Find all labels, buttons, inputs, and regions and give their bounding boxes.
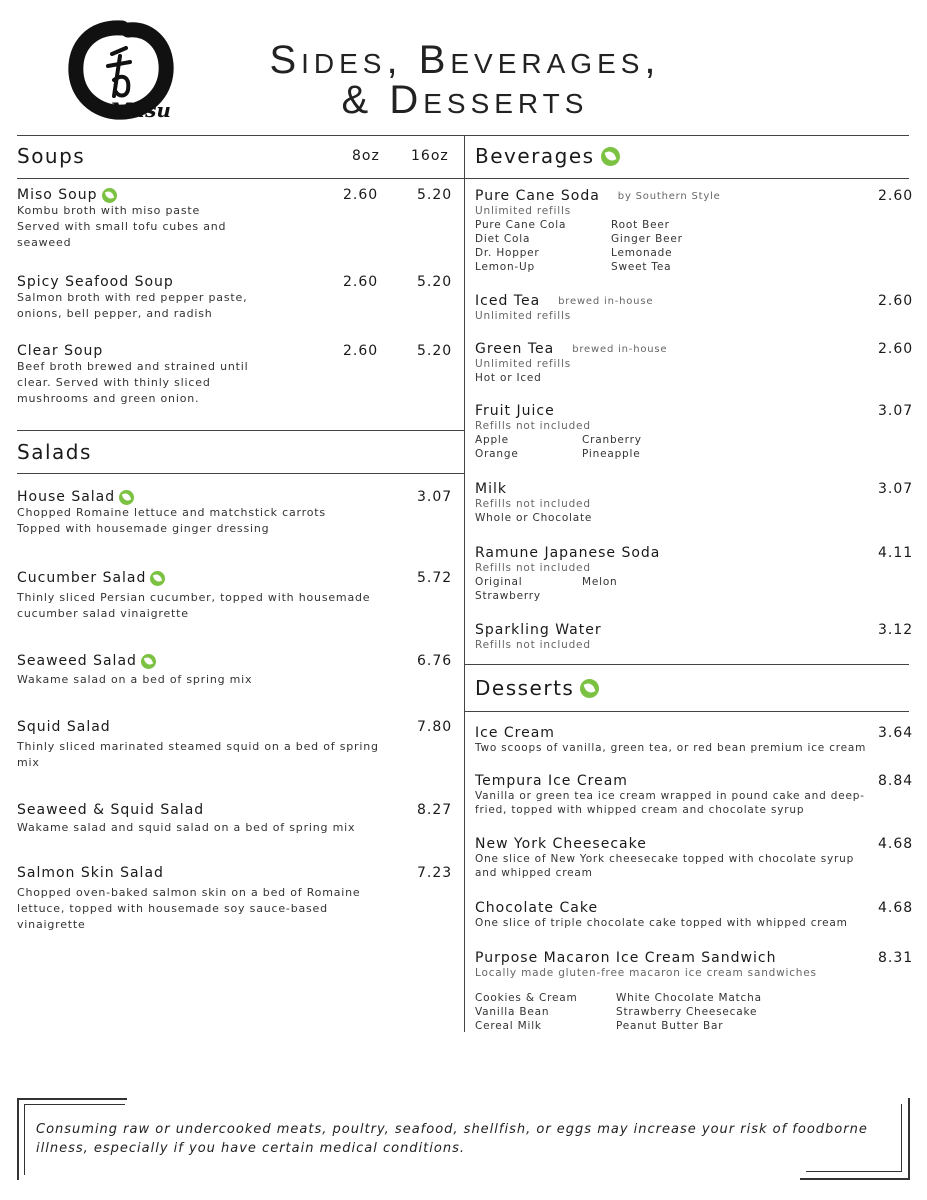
soup-desc-line: Salmon broth with red pepper paste, xyxy=(17,291,248,304)
vegan-leaf-icon xyxy=(141,654,156,669)
bev-note: brewed in-house xyxy=(558,295,654,307)
salad-desc-line: Topped with housemade ginger dressing xyxy=(17,522,270,535)
soup-name-label: Clear Soup xyxy=(17,343,104,359)
soup-desc-line: seaweed xyxy=(17,236,72,249)
dessert-desc-line: fried, topped with whipped cream and chocolate syrup xyxy=(475,804,805,816)
vegan-leaf-icon xyxy=(119,490,134,505)
salad-desc-line: Chopped Romaine lettuce and matchstick carrots xyxy=(17,506,326,519)
soup-name xyxy=(17,343,457,359)
bev-option: Lemonade xyxy=(611,247,673,259)
salad-name xyxy=(17,570,457,586)
vegan-leaf-icon xyxy=(580,679,599,698)
vegan-leaf-icon xyxy=(150,571,165,586)
dessert-name-label: New York Cheesecake xyxy=(475,836,647,852)
bev-option: Melon xyxy=(582,576,618,588)
bev-option: Ginger Beer xyxy=(611,233,683,245)
bev-price: 3.07 xyxy=(878,481,914,497)
salad-item-house xyxy=(17,489,457,537)
dessert-name-label: Purpose Macaron Ice Cream Sandwich xyxy=(475,950,777,966)
salad-name-label: Salmon Skin Salad xyxy=(17,865,164,881)
bev-options-col xyxy=(475,433,582,461)
salad-item-seaweed-squid xyxy=(17,802,457,836)
bev-name xyxy=(475,403,855,419)
salad-name xyxy=(17,865,457,881)
salad-price: 7.23 xyxy=(417,865,453,881)
page-title-line2: & Desserts xyxy=(341,78,589,122)
dessert-price: 3.64 xyxy=(878,725,914,741)
bev-sub: Refills not included xyxy=(475,420,591,432)
dessert-price: 8.84 xyxy=(878,773,914,789)
bev-item-ramune xyxy=(475,545,855,603)
bev-note: by Southern Style xyxy=(617,190,721,202)
bev-options-col xyxy=(582,575,618,603)
soup-name xyxy=(17,274,457,290)
bev-option: Apple xyxy=(475,434,509,446)
salad-desc-line: Wakame salad on a bed of spring mix xyxy=(17,673,253,686)
bev-name xyxy=(475,481,855,497)
bev-note: brewed in-house xyxy=(572,343,668,355)
dessert-desc-line: Vanilla or green tea ice cream wrapped in pound cake and deep- xyxy=(475,790,865,802)
soup-price-8oz: 2.60 xyxy=(343,343,379,359)
salads-top-rule xyxy=(17,430,464,431)
bev-price: 4.11 xyxy=(878,545,914,561)
dessert-item-macaron xyxy=(475,950,870,1033)
soup-price-8oz: 2.60 xyxy=(343,274,379,290)
soup-name-label: Miso Soup xyxy=(17,187,98,203)
soup-desc-line: Kombu broth with miso paste xyxy=(17,204,201,217)
bev-sub: Refills not included xyxy=(475,639,591,651)
bev-option: Dr. Hopper xyxy=(475,247,540,259)
bev-item-green-tea xyxy=(475,341,855,385)
bev-extra: Whole or Chocolate xyxy=(475,512,593,524)
bev-sub: Unlimited refills xyxy=(475,358,571,370)
bev-price: 3.12 xyxy=(878,622,914,638)
bev-name-label: Ramune Japanese Soda xyxy=(475,545,661,561)
dessert-name xyxy=(475,725,870,741)
bev-item-iced-tea xyxy=(475,293,855,323)
desserts-header-rule xyxy=(464,711,909,712)
bev-options-col xyxy=(582,433,642,461)
soup-desc-line: clear. Served with thinly sliced xyxy=(17,376,211,389)
dessert-desc-line: and whipped cream xyxy=(475,867,593,879)
dessert-desc-line: One slice of triple chocolate cake topped with whipped cream xyxy=(475,917,848,929)
bev-options xyxy=(475,575,855,603)
dessert-price: 8.31 xyxy=(878,950,914,966)
bev-price: 2.60 xyxy=(878,293,914,309)
soups-col-8oz: 8oz xyxy=(352,148,380,164)
dessert-item-tempura xyxy=(475,773,870,817)
dessert-option: Strawberry Cheesecake xyxy=(616,1006,758,1018)
salad-desc-line: vinaigrette xyxy=(17,918,86,931)
bev-name-label: Milk xyxy=(475,481,507,497)
bev-name-label: Pure Cane Soda xyxy=(475,188,600,204)
dessert-option: Cookies & Cream xyxy=(475,992,578,1004)
bev-price: 2.60 xyxy=(878,188,914,204)
soup-price-8oz: 2.60 xyxy=(343,187,379,203)
health-disclaimer: Consuming raw or undercooked meats, poultry, seafood, shellfish, or eggs may increase your risk of foodborne illness, especially if you have certain medical conditions. xyxy=(36,1122,868,1156)
bev-price: 2.60 xyxy=(878,341,914,357)
vegan-leaf-icon xyxy=(601,147,620,166)
dessert-item-cheesecake xyxy=(475,836,870,880)
soup-item-clear xyxy=(17,343,457,407)
salad-item-salmon-skin xyxy=(17,865,457,933)
salad-desc-line: Chopped oven-baked salmon skin on a bed of Romaine xyxy=(17,886,361,899)
salad-price: 5.72 xyxy=(417,570,453,586)
dessert-name-label: Tempura Ice Cream xyxy=(475,773,628,789)
dessert-desc-line: One slice of New York cheesecake topped with chocolate syrup xyxy=(475,853,855,865)
bev-option: Sweet Tea xyxy=(611,261,672,273)
bev-option: Original xyxy=(475,576,523,588)
salad-item-cucumber xyxy=(17,570,457,622)
center-divider xyxy=(464,135,465,1032)
bev-options-col xyxy=(611,218,683,274)
bev-option: Diet Cola xyxy=(475,233,531,245)
bev-option: Cranberry xyxy=(582,434,642,446)
bev-name-label: Fruit Juice xyxy=(475,403,555,419)
salad-item-seaweed xyxy=(17,653,457,688)
beverages-heading xyxy=(475,144,620,168)
salad-name xyxy=(17,489,457,505)
salad-price: 6.76 xyxy=(417,653,453,669)
desserts-heading-label: Desserts xyxy=(475,676,575,700)
salad-desc-line: Thinly sliced Persian cucumber, topped with housemade xyxy=(17,591,371,604)
soup-name xyxy=(17,187,457,203)
vegan-leaf-icon xyxy=(102,188,117,203)
soup-price-16oz: 5.20 xyxy=(417,187,453,203)
salad-name xyxy=(17,653,457,669)
logo-text: Masu xyxy=(110,98,171,122)
dessert-name-label: Ice Cream xyxy=(475,725,555,741)
salads-heading xyxy=(17,440,92,464)
bev-name-label: Sparkling Water xyxy=(475,622,602,638)
bev-option: Pure Cane Cola xyxy=(475,219,567,231)
salads-header-rule xyxy=(17,473,464,474)
soup-desc-line: mushrooms and green onion. xyxy=(17,392,200,405)
bev-option: Pineapple xyxy=(582,448,641,460)
dessert-options-col xyxy=(616,991,762,1033)
bev-options-col xyxy=(475,575,582,603)
bev-sub: Refills not included xyxy=(475,562,591,574)
dessert-options xyxy=(475,991,870,1033)
bev-sub: Unlimited refills xyxy=(475,310,571,322)
salad-name xyxy=(17,802,457,818)
bev-item-milk xyxy=(475,481,855,525)
bev-name xyxy=(475,293,855,309)
beverages-header-rule xyxy=(464,178,909,179)
soup-price-16oz: 5.20 xyxy=(417,343,453,359)
bev-options xyxy=(475,218,855,274)
top-divider xyxy=(17,135,909,136)
bev-extra: Hot or Iced xyxy=(475,372,542,384)
salad-name-label: Seaweed & Squid Salad xyxy=(17,802,205,818)
salad-price: 8.27 xyxy=(417,802,453,818)
salad-item-squid xyxy=(17,719,457,771)
dessert-name xyxy=(475,836,870,852)
soups-heading xyxy=(17,144,85,168)
soup-desc-line: Beef broth brewed and strained until xyxy=(17,360,249,373)
salad-desc-line: Thinly sliced marinated steamed squid on a bed of spring xyxy=(17,740,379,753)
bev-options xyxy=(475,433,855,461)
bev-name xyxy=(475,545,855,561)
dessert-option: Peanut Butter Bar xyxy=(616,1020,724,1032)
soups-col-16oz: 16oz xyxy=(411,148,449,164)
salad-name-label: Seaweed Salad xyxy=(17,653,137,669)
bev-price: 3.07 xyxy=(878,403,914,419)
dessert-options-col xyxy=(475,991,616,1033)
soups-header-rule xyxy=(17,178,464,179)
soups-heading-label: Soups xyxy=(17,144,86,168)
bev-option: Lemon-Up xyxy=(475,261,535,273)
salad-desc-line: cucumber salad vinaigrette xyxy=(17,607,189,620)
dessert-price: 4.68 xyxy=(878,900,914,916)
soup-name-label: Spicy Seafood Soup xyxy=(17,274,174,290)
salad-desc-line: lettuce, topped with housemade soy sauce-based xyxy=(17,902,328,915)
dessert-item-chocolate-cake xyxy=(475,900,870,930)
bev-options-col xyxy=(475,218,611,274)
dessert-name xyxy=(475,950,870,966)
dessert-item-ice-cream xyxy=(475,725,870,755)
bev-option: Orange xyxy=(475,448,519,460)
bev-name xyxy=(475,341,855,357)
desserts-heading xyxy=(475,676,599,700)
bev-sub: Refills not included xyxy=(475,498,591,510)
bev-name-label: Iced Tea xyxy=(475,293,541,309)
desserts-top-rule xyxy=(464,664,909,665)
bev-sub: Unlimited refills xyxy=(475,205,571,217)
soup-price-16oz: 5.20 xyxy=(417,274,453,290)
bev-item-pure-cane-soda xyxy=(475,188,855,274)
bev-option: Root Beer xyxy=(611,219,670,231)
dessert-name xyxy=(475,900,870,916)
dessert-option: White Chocolate Matcha xyxy=(616,992,762,1004)
beverages-heading-label: Beverages xyxy=(475,144,595,168)
bev-name xyxy=(475,188,855,204)
soup-desc-line: Served with small tofu cubes and xyxy=(17,220,227,233)
salad-name-label: Cucumber Salad xyxy=(17,570,147,586)
salad-desc-line: mix xyxy=(17,756,40,769)
dessert-price: 4.68 xyxy=(878,836,914,852)
dessert-option: Vanilla Bean xyxy=(475,1006,550,1018)
bev-item-fruit-juice xyxy=(475,403,855,461)
dessert-option: Cereal Milk xyxy=(475,1020,542,1032)
page-title-line1: Sides, Beverages, xyxy=(269,38,661,82)
salad-price: 3.07 xyxy=(417,489,453,505)
bev-item-sparkling-water xyxy=(475,622,855,652)
salads-heading-label: Salads xyxy=(17,440,92,464)
salad-price: 7.80 xyxy=(417,719,453,735)
salad-name-label: House Salad xyxy=(17,489,116,505)
soup-item-miso xyxy=(17,187,457,251)
salad-name xyxy=(17,719,457,735)
dessert-desc-line: Two scoops of vanilla, green tea, or red bean premium ice cream xyxy=(475,742,867,754)
dessert-name xyxy=(475,773,870,789)
bev-name xyxy=(475,622,855,638)
dessert-sub: Locally made gluten-free macaron ice cream sandwiches xyxy=(475,967,817,979)
bev-name-label: Green Tea xyxy=(475,341,555,357)
soup-item-spicy-seafood xyxy=(17,274,457,322)
salad-desc-line: Wakame salad and squid salad on a bed of spring mix xyxy=(17,821,356,834)
dessert-name-label: Chocolate Cake xyxy=(475,900,599,916)
salad-name-label: Squid Salad xyxy=(17,719,111,735)
soup-desc-line: onions, bell pepper, and radish xyxy=(17,307,213,320)
bev-option: Strawberry xyxy=(475,590,541,602)
